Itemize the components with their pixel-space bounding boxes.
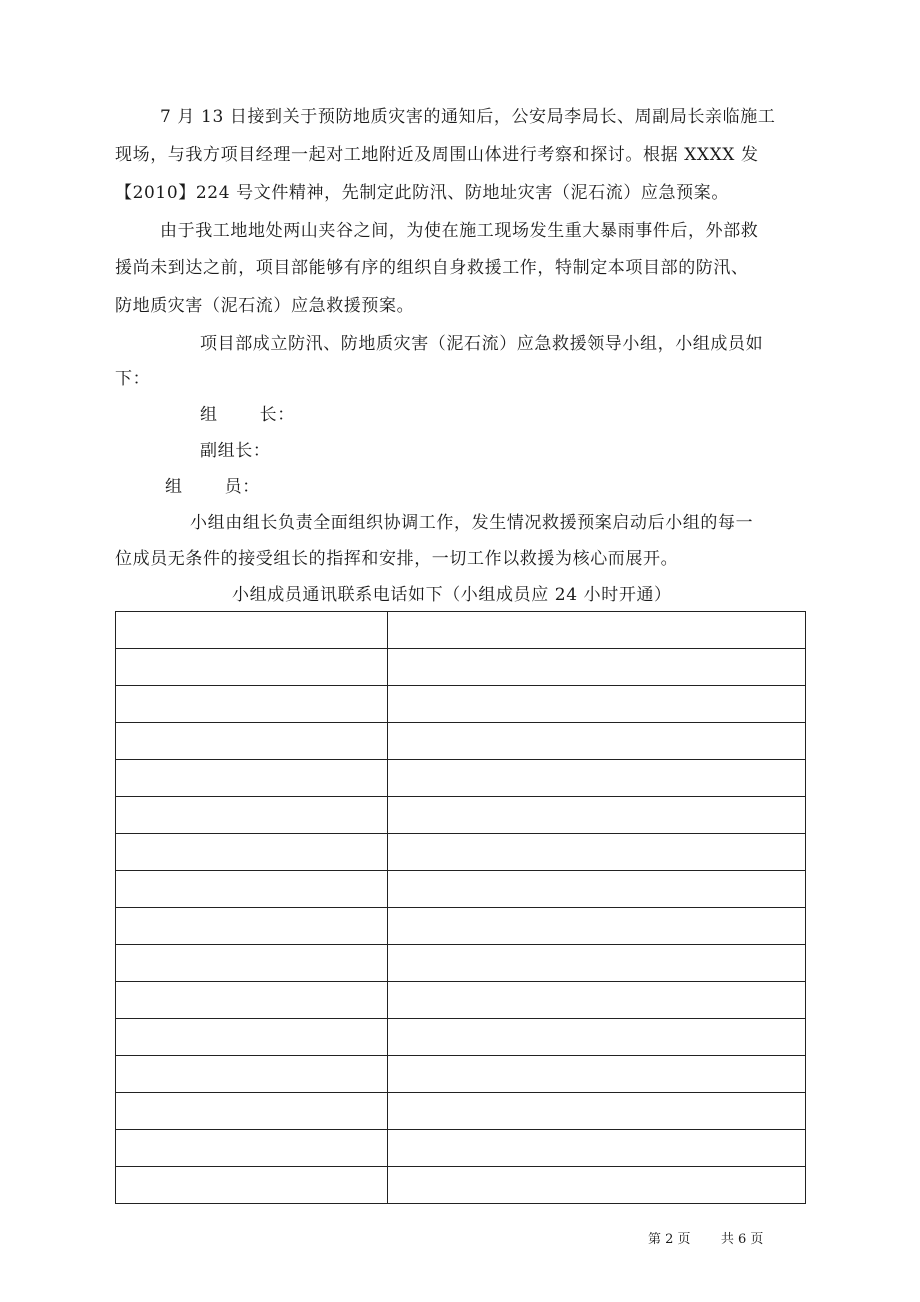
paragraph-3-line-1: 项目部成立防汛、防地质灾害（泥石流）应急救援领导小组，小组成员如 — [200, 334, 764, 354]
table-cell-phone — [388, 797, 806, 834]
table-caption: 小组成员通讯联系电话如下（小组成员应 24 小时开通） — [232, 585, 672, 605]
table-cell-name — [116, 945, 388, 982]
table-row — [116, 982, 806, 1019]
table-cell-phone — [388, 686, 806, 723]
paragraph-4-line-1: 小组由组长负责全面组织协调工作，发生情况救援预案启动后小组的每一 — [190, 513, 754, 533]
contact-table — [115, 611, 806, 1204]
table-cell-name — [116, 649, 388, 686]
table-cell-name — [116, 908, 388, 945]
table-cell-name — [116, 871, 388, 908]
table-cell-name — [116, 1019, 388, 1056]
deputy-colon: ： — [252, 441, 271, 461]
table-row — [116, 871, 806, 908]
paragraph-1-line-2: 现场，与我方项目经理一起对工地附近及周围山体进行考察和探讨。根据 XXXX 发 — [115, 145, 759, 165]
table-row — [116, 612, 806, 649]
table-cell-phone — [388, 1130, 806, 1167]
leader-colon: ： — [277, 405, 295, 425]
paragraph-2-line-1: 由于我工地地处两山夹谷之间，为使在施工现场发生重大暴雨事件后，外部救 — [160, 221, 759, 241]
table-row — [116, 908, 806, 945]
member-label-char-1: 组 — [165, 477, 183, 497]
table-cell-phone — [388, 982, 806, 1019]
table-row — [116, 1167, 806, 1204]
leader-label-char-2: 长 — [259, 405, 278, 425]
table-cell-name — [116, 1167, 388, 1204]
table-cell-name — [116, 982, 388, 1019]
member-colon: ： — [242, 477, 260, 497]
table-cell-name — [116, 1093, 388, 1130]
table-row — [116, 834, 806, 871]
table-row — [116, 760, 806, 797]
paragraph-4-line-2: 位成员无条件的接受组长的指挥和安排，一切工作以救援为核心而展开。 — [115, 549, 679, 569]
table-cell-phone — [388, 1019, 806, 1056]
table-row — [116, 649, 806, 686]
table-cell-phone — [388, 723, 806, 760]
table-cell-phone — [388, 1167, 806, 1204]
page-total: 共 6 页 — [720, 1232, 764, 1247]
table-row — [116, 686, 806, 723]
table-cell-phone — [388, 612, 806, 649]
table-row — [116, 1056, 806, 1093]
member-member — [165, 477, 260, 497]
table-cell-phone — [388, 1056, 806, 1093]
table-cell-phone — [388, 649, 806, 686]
contact-table-wrapper — [115, 611, 805, 1204]
table-row — [116, 945, 806, 982]
table-row — [116, 797, 806, 834]
table-row — [116, 1093, 806, 1130]
page-footer — [648, 1228, 763, 1247]
table-cell-phone — [388, 945, 806, 982]
table-cell-phone — [388, 871, 806, 908]
paragraph-1-line-3: 【2010】224 号文件精神，先制定此防汛、防地址灾害（泥石流）应急预案。 — [115, 183, 729, 203]
table-cell-name — [116, 760, 388, 797]
table-row — [116, 1130, 806, 1167]
member-leader — [200, 405, 295, 425]
table-cell-name — [116, 1130, 388, 1167]
table-cell-phone — [388, 1093, 806, 1130]
table-cell-name — [116, 1056, 388, 1093]
table-cell-phone — [388, 760, 806, 797]
leader-label-char-1: 组 — [200, 405, 218, 425]
paragraph-2-line-2: 援尚未到达之前，项目部能够有序的组织自身救援工作，特制定本项目部的防汛、 — [115, 258, 749, 278]
table-row — [116, 723, 806, 760]
table-cell-name — [116, 797, 388, 834]
table-cell-name — [116, 686, 388, 723]
table-cell-phone — [388, 834, 806, 871]
table-cell-name — [116, 834, 388, 871]
page-number: 第 2 页 — [648, 1232, 691, 1247]
table-cell-phone — [388, 908, 806, 945]
paragraph-3-line-2: 下： — [115, 369, 151, 389]
table-cell-name — [116, 612, 388, 649]
member-deputy — [200, 441, 270, 461]
table-cell-name — [116, 723, 388, 760]
paragraph-1-line-1: 7 月 13 日接到关于预防地质灾害的通知后，公安局李局长、周副局长亲临施工 — [160, 107, 776, 127]
paragraph-2-line-3: 防地质灾害（泥石流）应急救援预案。 — [115, 296, 415, 316]
table-row — [116, 1019, 806, 1056]
deputy-label: 副组长 — [200, 441, 253, 461]
member-label-char-2: 员 — [224, 477, 243, 497]
